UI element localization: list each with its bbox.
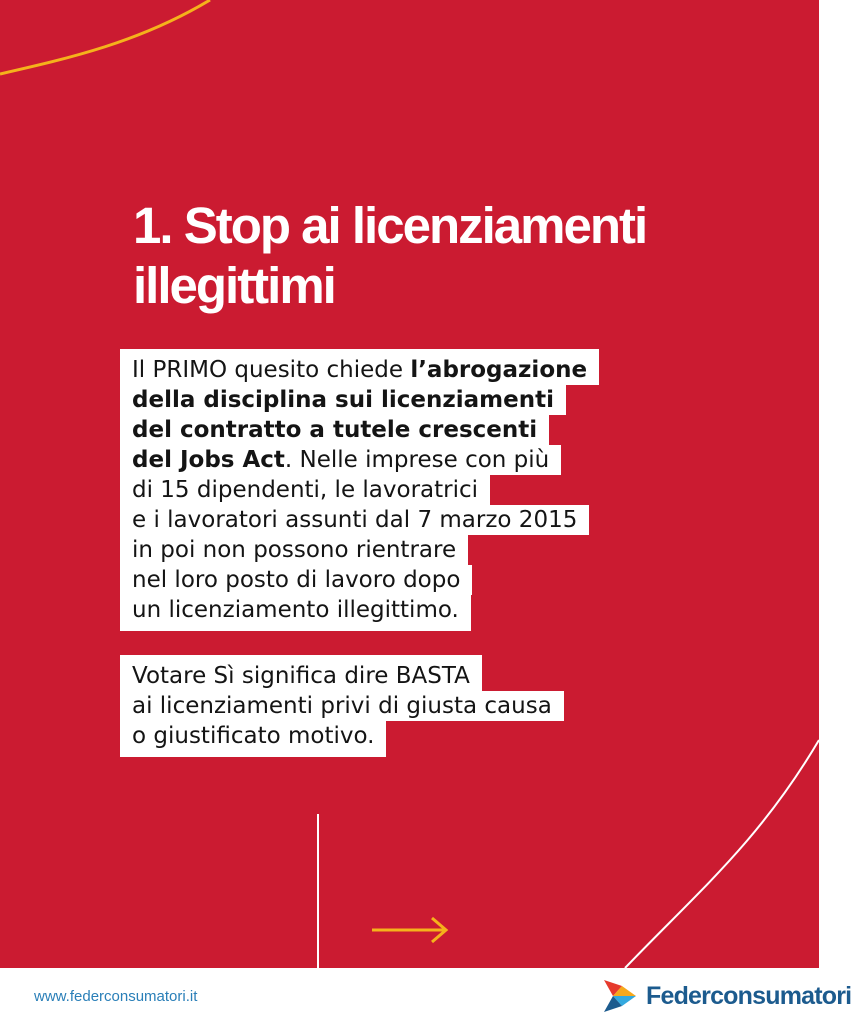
text-normal: . Nelle imprese con più <box>284 447 550 473</box>
paragraph-gap <box>120 631 720 655</box>
text-line: di 15 dipendenti, le lavoratrici <box>120 475 490 505</box>
text-line: nel loro posto di lavoro dopo <box>120 565 472 595</box>
text-line: ai licenziamenti privi di giusta causa <box>120 691 564 721</box>
text-line: in poi non possono rientrare <box>120 535 468 565</box>
text-normal: Il PRIMO quesito chiede <box>132 357 411 383</box>
website-link[interactable]: www.federconsumatori.it <box>34 988 198 1005</box>
page-title <box>133 196 773 316</box>
white-curve <box>625 740 819 968</box>
title-line-2: illegittimi <box>133 257 335 314</box>
text-bold: del contratto a tutele crescenti <box>132 417 538 443</box>
brand-logo <box>600 974 851 1018</box>
text-line: un licenziamento illegittimo. <box>120 595 471 631</box>
title-line-1: 1. Stop ai licenziamenti <box>133 197 647 254</box>
text-line <box>120 445 561 475</box>
text-bold: l’abrogazione <box>410 357 588 383</box>
text-line: e i lavoratori assunti dal 7 marzo 2015 <box>120 505 589 535</box>
brand-name: Federconsumatori <box>646 981 851 1010</box>
federconsumatori-logo-icon <box>600 976 640 1016</box>
text-bold: della disciplina sui licenziamenti <box>132 387 554 413</box>
text-bold: del Jobs Act <box>132 447 285 473</box>
yellow-curve <box>0 0 210 74</box>
body-text <box>120 349 720 757</box>
arrow-right-icon[interactable] <box>370 914 450 946</box>
text-line <box>120 349 599 385</box>
footer <box>0 968 851 1024</box>
text-line <box>120 415 549 445</box>
text-line <box>120 385 566 415</box>
text-line: o giustificato motivo. <box>120 721 386 757</box>
text-line: Votare Sì significa dire BASTA <box>120 655 482 691</box>
